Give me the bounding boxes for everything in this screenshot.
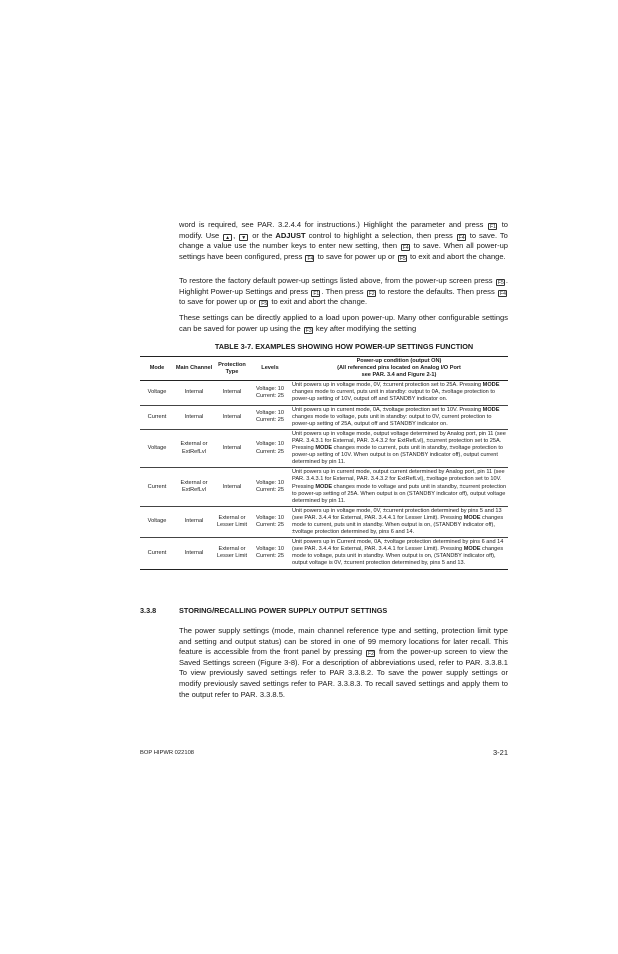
cell-protection-type: Internal bbox=[214, 429, 250, 467]
cell-protection-type: Internal bbox=[214, 381, 250, 405]
cell-main-channel: External or ExtRefLvl bbox=[174, 429, 214, 467]
cell-mode: Voltage bbox=[140, 381, 174, 405]
table-header-row bbox=[140, 357, 508, 381]
paragraph-powerup-edit: word is required, see PAR. 3.2.4.4 for instructions.) Highlight the parameter and press F1 to modify. Use ▲ , ▼ or the ADJUST control to highlight a selection, then press F4 to save. To change a value use the number keys to enter new setting, then F4 to save. When all power-up settings have been configured, press F4 to save for power up or F5 to exit and abort the change. bbox=[179, 220, 508, 262]
cell-powerup-condition: Unit powers up in current mode, output current determined by Analog port, pin 11 (see PAR. 3.4.3.1 for External, PAR. 3.4.3.2 for ExtRefLvl), ±voltage protection set to 10V. Pressing MODE changes mode to voltage and puts unit in standby, ±current protection to power-up setting of 25A. When output is on (STANDBY indicator off), output voltage determined by pin 11. bbox=[290, 468, 508, 506]
cell-powerup-condition: Unit powers up in voltage mode, output voltage determined by Analog port, pin 11 (see PAR. 3.4.3.1 for External, PAR. 3.4.3.2 for ExtRefLvl), ±current protection set to 25A. Pressing MODE changes mode to current, puts unit in standby, ±voltage protection to power-up setting of 10V. When output is on (STANDBY indicator off), output current determined by pin 11. bbox=[290, 429, 508, 467]
f5-key-icon: F5 bbox=[399, 255, 406, 262]
cell-powerup-condition: Unit powers up in voltage mode, 0V, ±current protection determined by pins 5 and 13 (see PAR. 3.4.4 for External, PAR. 3.4.4.1 for Lesser Limit). Pressing MODE changes mode to current, puts unit in standby. When output is on, (STANDBY indicator off), ±voltage protection determined by, pins 6 and 14. bbox=[290, 506, 508, 537]
cell-main-channel: Internal bbox=[174, 506, 214, 537]
footer-page-number: 3-21 bbox=[492, 748, 508, 757]
paragraph-configurable-settings: These settings can be directly applied to a load upon power-up. Many other configurable settings can be saved for power up using the F3 key after modifying the setting bbox=[179, 313, 508, 334]
f5-key-icon: F5 bbox=[261, 301, 268, 308]
table-row bbox=[140, 381, 508, 405]
f4-key-icon: F4 bbox=[307, 255, 314, 262]
paragraph-storing-recalling: The power supply settings (mode, main channel reference type and setting, protection limit type and setting and output status) can be stored in one of 99 memory locations for later recall. This feature is accessible from the front panel by pressing F2 from the power-up screen to view the Saved Settings screen (Figure 3-8). For a description of abbreviations used, refer to PAR. 3.3.8.1 To view previously saved settings refer to PAR 3.3.8.2. To save the power supply settings or modify previously saved settings refer to PAR. 3.3.8.3. To recall saved settings and apply them to the output refer to PAR. 3.3.8.5. bbox=[179, 626, 508, 699]
cell-powerup-condition: Unit powers up in current mode, 0A, ±voltage protection set to 10V. Pressing MODE changes mode to voltage, puts unit in standby: output to 0V, current protection to power-up setting of 25A, output off and STANDBY indicator on. bbox=[290, 405, 508, 429]
cell-levels: Voltage: 10 Current: 25 bbox=[250, 468, 290, 506]
cell-levels: Voltage: 10 Current: 25 bbox=[250, 381, 290, 405]
f4-key-icon: F4 bbox=[500, 290, 506, 297]
table-row bbox=[140, 405, 508, 429]
cell-mode: Current bbox=[140, 468, 174, 506]
cell-mode: Voltage bbox=[140, 429, 174, 467]
footer-document-id: BOP HIPWR 022108 bbox=[140, 750, 195, 756]
f1-key-icon: F1 bbox=[313, 290, 320, 297]
cell-powerup-condition: Unit powers up in voltage mode, 0V, ±current protection set to 25A. Pressing MODE changes mode to current, puts unit in standby: output to 0A, ±voltage protection to power-up setting of 10V, output off and STANDBY indicator on. bbox=[290, 381, 508, 405]
cell-protection-type: Internal bbox=[214, 405, 250, 429]
cell-powerup-condition: Unit powers up in Current mode, 0A, ±voltage protection determined by pins 6 and 14 (see PAR. 3.4.4 for External, PAR. 3.4.4.1 for Lesser Limit). Pressing MODE changes mode to voltage, puts unit in standby. When output is on, (STANDBY indicator off), output voltage is 0V, ±current protection determined by, pins 5 and 13. bbox=[290, 538, 508, 569]
f3-key-icon: F3 bbox=[305, 327, 312, 334]
f4-key-icon: F4 bbox=[402, 245, 409, 252]
cell-protection-type: External or Lesser Limit bbox=[214, 538, 250, 569]
f4-key-icon: F4 bbox=[458, 234, 465, 241]
powerup-settings-table bbox=[140, 356, 508, 570]
cell-levels: Voltage: 10 Current: 25 bbox=[250, 538, 290, 569]
cell-levels: Voltage: 10 Current: 25 bbox=[250, 405, 290, 429]
down-arrow-key-icon: ▼ bbox=[239, 234, 248, 241]
column-header-mode: Mode bbox=[140, 357, 174, 381]
table-title: TABLE 3-7. EXAMPLES SHOWING HOW POWER-UP SETTINGS FUNCTION bbox=[214, 342, 474, 351]
cell-main-channel: Internal bbox=[174, 405, 214, 429]
table-row bbox=[140, 468, 508, 506]
cell-main-channel: External or ExtRefLvl bbox=[174, 468, 214, 506]
f2-key-icon: F2 bbox=[368, 290, 375, 297]
section-number: 3.3.8 bbox=[140, 606, 157, 615]
table-row bbox=[140, 429, 508, 467]
cell-mode: Current bbox=[140, 538, 174, 569]
table-row bbox=[140, 538, 508, 569]
column-header-powerup-condition: Power-up condition (output ON) (All referenced pins located on Analog I/O Port see PAR. 3.4 and Figure 2-1) bbox=[290, 357, 508, 381]
column-header-protection-type: Protection Type bbox=[214, 357, 250, 381]
table-row bbox=[140, 506, 508, 537]
f5-key-icon: F5 bbox=[497, 280, 504, 286]
cell-mode: Current bbox=[140, 405, 174, 429]
cell-levels: Voltage: 10 Current: 25 bbox=[250, 429, 290, 467]
f2-key-icon: F2 bbox=[368, 651, 374, 658]
cell-levels: Voltage: 10 Current: 25 bbox=[250, 506, 290, 537]
cell-main-channel: Internal bbox=[174, 381, 214, 405]
cell-mode: Voltage bbox=[140, 506, 174, 537]
cell-protection-type: External or Lesser Limit bbox=[214, 506, 250, 537]
section-title: STORING/RECALLING POWER SUPPLY OUTPUT SETTINGS bbox=[179, 606, 388, 615]
cell-main-channel: Internal bbox=[174, 538, 214, 569]
column-header-levels: Levels bbox=[250, 357, 290, 381]
column-header-main-channel: Main Channel bbox=[174, 357, 214, 381]
up-arrow-key-icon: ▲ bbox=[223, 234, 232, 241]
paragraph-restore-defaults: To restore the factory default power-up settings listed above, from the power-up screen press F5 . Highlight Power-up Settings and press F1 . Then press F2 to restore the defaults. Then press F4 to save for power up or F5 to exit and abort the change. bbox=[179, 276, 508, 308]
cell-protection-type: Internal bbox=[214, 468, 250, 506]
f1-key-icon: F1 bbox=[490, 224, 496, 230]
